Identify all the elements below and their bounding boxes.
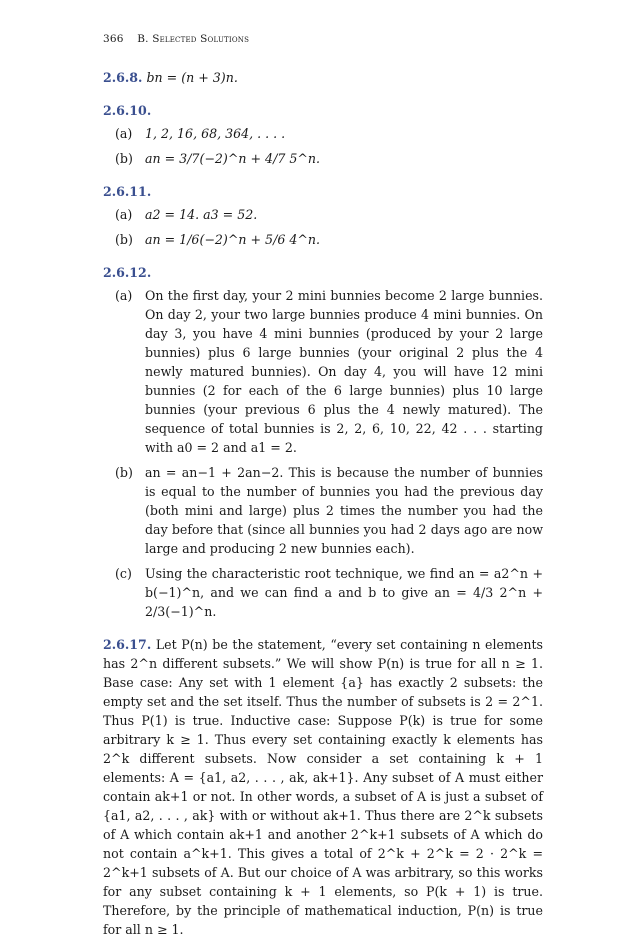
part-text: an = 1/6(−2)^n + 5/6 4^n. (145, 232, 321, 247)
solution-2-6-12 (103, 263, 543, 282)
part-marker: (b) (115, 232, 133, 247)
part-text: On the first day, your 2 mini bunnies become 2 large bunnies. On day 2, your two large bunnies produce 4 mini bunnies. On day 3, you have 4 mini bunnies (produced by your 2 large bunnies) plus 6 large bunnies (your original 2 plus the 4 newly matured bunnies). On day 4, you will have 12 mini bunnies (2 for each of the 6 large bunnies) plus 10 large bunnies (your previous 6 plus the 4 newly matured). The sequence of total bunnies is 2, 2, 6, 10, 22, 42 . . . starting with a0 = 2 and a1 = 2. (145, 288, 543, 455)
solution-2-6-11 (103, 182, 543, 201)
section-title: B. Selected Solutions (137, 33, 250, 45)
page-number: 366 (103, 33, 124, 45)
part-marker: (a) (115, 288, 133, 303)
part-text: an = 3/7(−2)^n + 4/7 5^n. (145, 151, 321, 166)
part-text: Using the characteristic root technique, we find an = a2^n + b(−1)^n, and we can find a and b to give an = 4/3 2^n + 2/3(−1)^n. (145, 566, 543, 619)
solution-label: 2.6.11. (103, 184, 152, 199)
solution-part-b (103, 230, 543, 249)
solution-label: 2.6.8. (103, 70, 143, 85)
running-header (103, 33, 249, 45)
solution-part-a (103, 205, 543, 224)
solution-2-6-8 (103, 68, 543, 87)
part-marker: (a) (115, 126, 133, 141)
solution-label: 2.6.12. (103, 265, 152, 280)
solution-text: bn = (n + 3)n. (146, 70, 238, 85)
solution-label: 2.6.17. (103, 637, 152, 652)
solution-part-b (103, 463, 543, 558)
solution-2-6-17 (103, 635, 543, 939)
solutions-body (103, 68, 543, 939)
proof-text: Let P(n) be the statement, “every set containing n elements has 2^n different subsets.” We will show P(n) is true for all n ≥ 1. Base case: Any set with 1 element {a} has exactly 2 subsets: the empty set and the set itself. Thus the number of subsets is 2 = 2^1. Thus P(1) is true. Inductive case: Suppose P(k) is true for some arbitrary k ≥ 1. Thus every set containing exactly k elements has 2^k different subsets. Now consider a set containing k + 1 elements: A = {a1, a2, . . . , ak, ak+1}. Any subset of A must either contain ak+1 or not. In other words, a subset of A is just a subset of {a1, a2, . . . , ak} with or without ak+1. Thus there are 2^k subsets of A which contain ak+1 and another 2^k+1 subsets of A which do not contain a^k+1. This gives a total of 2^k + 2^k = 2 · 2^k = 2^k+1 subsets of A. But our choice of A was arbitrary, so this works for any subset containing k + 1 elements, so P(k + 1) is true. Therefore, by the principle of mathematical induction, P(n) is true for all n ≥ 1. (103, 637, 543, 937)
solution-part-b (103, 149, 543, 168)
part-marker: (c) (115, 566, 132, 581)
solution-part-a (103, 124, 543, 143)
part-text: an = an−1 + 2an−2. This is because the number of bunnies is equal to the number of bunnies you had the previous day (both mini and large) plus 2 times the number you had the day before that (since all bunnies you had 2 days ago are now large and producing 2 new bunnies each). (145, 465, 543, 556)
part-marker: (a) (115, 207, 133, 222)
solution-part-c (103, 564, 543, 621)
solution-part-a (103, 286, 543, 457)
solution-2-6-10 (103, 101, 543, 120)
part-text: a2 = 14. a3 = 52. (145, 207, 258, 222)
part-text: 1, 2, 16, 68, 364, . . . . (145, 126, 286, 141)
solution-label: 2.6.10. (103, 103, 152, 118)
part-marker: (b) (115, 151, 133, 166)
part-marker: (b) (115, 465, 133, 480)
